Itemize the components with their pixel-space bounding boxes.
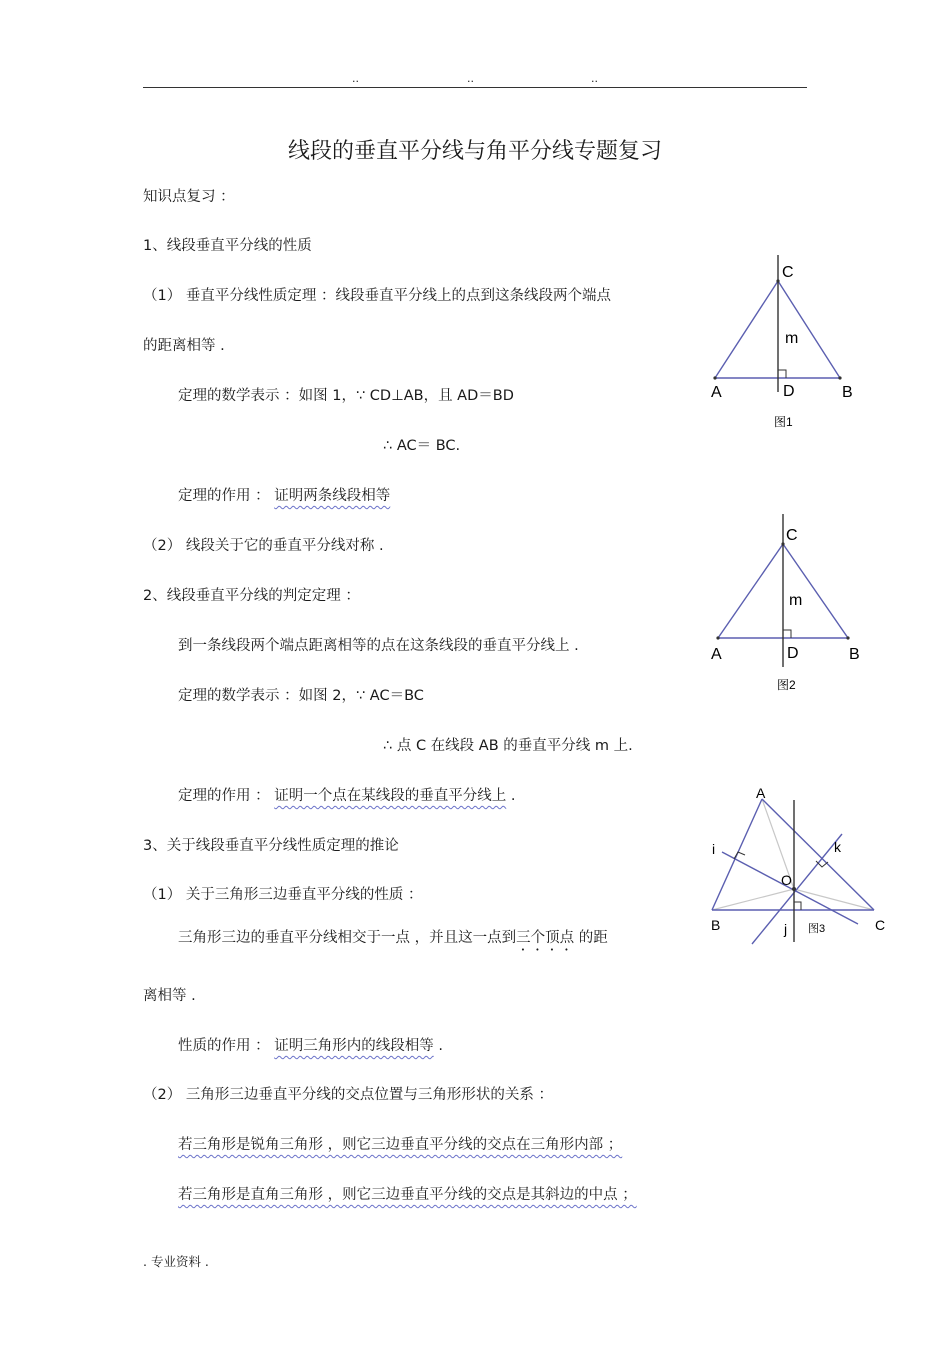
- section-3-heading: 3、关于线段垂直平分线性质定理的推论: [143, 838, 399, 854]
- page-footer: . 专业资料 .: [143, 1254, 209, 1269]
- fig3-caption: 图3: [808, 923, 826, 935]
- fig1-point-a: [713, 376, 716, 379]
- section-3-case-acute: 若三角形是锐角三角形 ，则它三边垂直平分线的交点在三角形内部 ；: [178, 1137, 623, 1153]
- fig3-segment-oc: [794, 889, 874, 910]
- fig3-label-a: A: [756, 785, 766, 801]
- fig2-label-a: A: [711, 646, 722, 663]
- intro-label: 知识点复习 ：: [143, 189, 235, 205]
- figure-2: [700, 512, 870, 697]
- fig2-segment-ac: [718, 544, 783, 638]
- section-3-use-text: 证明三角形内的线段相等: [274, 1038, 434, 1054]
- section-2-math-label: 定理的数学表示 ：如图 2，∵ AC＝BC: [178, 688, 424, 704]
- section-1-use-label: 定理的作用 ：: [178, 488, 270, 504]
- section-3-sub-1-heading: （1） 关于三角形三边垂直平分线的性质 ：: [143, 887, 423, 903]
- page-title: 线段的垂直平分线与角平分线专题复习: [287, 139, 662, 164]
- section-2-use-end: .: [506, 788, 516, 804]
- section-3-emphasized-vertices: 三个顶点: [516, 930, 575, 946]
- section-2-use-text: 证明一个点在某线段的垂直平分线上: [274, 788, 507, 804]
- section-2-math-result: ∴ 点 C 在线段 AB 的垂直平分线 m 上.: [383, 738, 633, 754]
- section-2-statement: 到一条线段两个端点距离相等的点在这条线段的垂直平分线上 .: [178, 638, 579, 654]
- fig1-label-d: D: [783, 383, 795, 400]
- section-2-heading: 2、线段垂直平分线的判定定理 ：: [143, 588, 360, 604]
- section-3-sub-1-line-2: 离相等 .: [143, 988, 196, 1004]
- section-2-use: [178, 784, 515, 805]
- section-3-sub-2-heading: （2） 三角形三边垂直平分线的交点位置与三角形形状的关系 ：: [143, 1087, 553, 1103]
- section-1-theorem-line-1: （1） 垂直平分线性质定理 ：线段垂直平分线上的点到这条线段两个端点: [143, 288, 611, 304]
- fig2-segment-bc: [783, 544, 848, 638]
- header-dots-1: ..: [352, 72, 359, 85]
- section-1-use-text: 证明两条线段相等: [274, 488, 391, 504]
- fig1-label-c: C: [782, 264, 794, 281]
- fig2-label-b: B: [849, 646, 860, 663]
- header-rule: [143, 87, 807, 88]
- fig1-caption: 图1: [774, 415, 793, 429]
- fig2-label-m: m: [789, 592, 803, 609]
- fig2-label-d: D: [787, 645, 799, 662]
- section-2-use-label: 定理的作用 ：: [178, 788, 270, 804]
- header-dots-3: ..: [591, 72, 598, 85]
- fig3-label-b: B: [711, 917, 721, 933]
- fig1-label-m: m: [785, 330, 799, 347]
- fig1-label-b: B: [842, 384, 853, 401]
- header-dots-2: ..: [467, 72, 474, 85]
- section-3-case-right: 若三角形是直角三角形 ，则它三边垂直平分线的交点是其斜边的中点 ；: [178, 1187, 637, 1203]
- fig2-point-c: [781, 542, 784, 545]
- section-3-use-end: .: [433, 1038, 443, 1054]
- fig2-right-angle-mark: [783, 630, 791, 638]
- fig1-label-a: A: [711, 384, 722, 401]
- fig2-point-b: [846, 636, 849, 639]
- fig3-bisector-i: [722, 852, 858, 924]
- fig3-label-i: i: [712, 841, 716, 857]
- fig1-right-angle-mark: [778, 370, 786, 378]
- fig2-label-c: C: [786, 527, 798, 544]
- fig3-label-j: j: [784, 921, 788, 937]
- section-3-sub-1-line-1c: 的距: [574, 930, 608, 946]
- section-3-use-label: 性质的作用 ：: [178, 1038, 270, 1054]
- section-1-math-result: ∴ AC＝ BC.: [383, 438, 461, 454]
- section-1-heading: 1、线段垂直平分线的性质: [143, 238, 312, 254]
- section-1-theorem-line-2: 的距离相等 .: [143, 338, 225, 354]
- section-1-symmetry: （2） 线段关于它的垂直平分线对称 .: [143, 538, 384, 554]
- fig3-label-k: k: [834, 839, 841, 855]
- fig1-segment-ac: [715, 281, 778, 378]
- fig2-point-a: [716, 636, 719, 639]
- fig1-point-c: [776, 279, 779, 282]
- section-3-sub-1-line-1: [178, 926, 608, 954]
- fig1-point-b: [838, 376, 841, 379]
- fig3-bisector-k: [752, 834, 842, 944]
- figure-3: [700, 782, 900, 952]
- fig3-right-angle-j: [794, 902, 801, 910]
- section-3-use: [178, 1034, 443, 1055]
- section-1-math-label: 定理的数学表示 ：如图 1，∵ CD⊥AB，且 AD＝BD: [178, 388, 514, 404]
- figure-1: [700, 250, 870, 435]
- fig3-label-o: O: [781, 872, 792, 888]
- fig2-caption: 图2: [777, 678, 796, 692]
- fig3-point-o: [792, 887, 796, 891]
- fig3-label-c: C: [875, 917, 886, 933]
- section-1-use: [178, 484, 390, 505]
- section-3-sub-1-line-1a: 三角形三边的垂直平分线相交于一点 ，并且这一点到: [178, 930, 517, 946]
